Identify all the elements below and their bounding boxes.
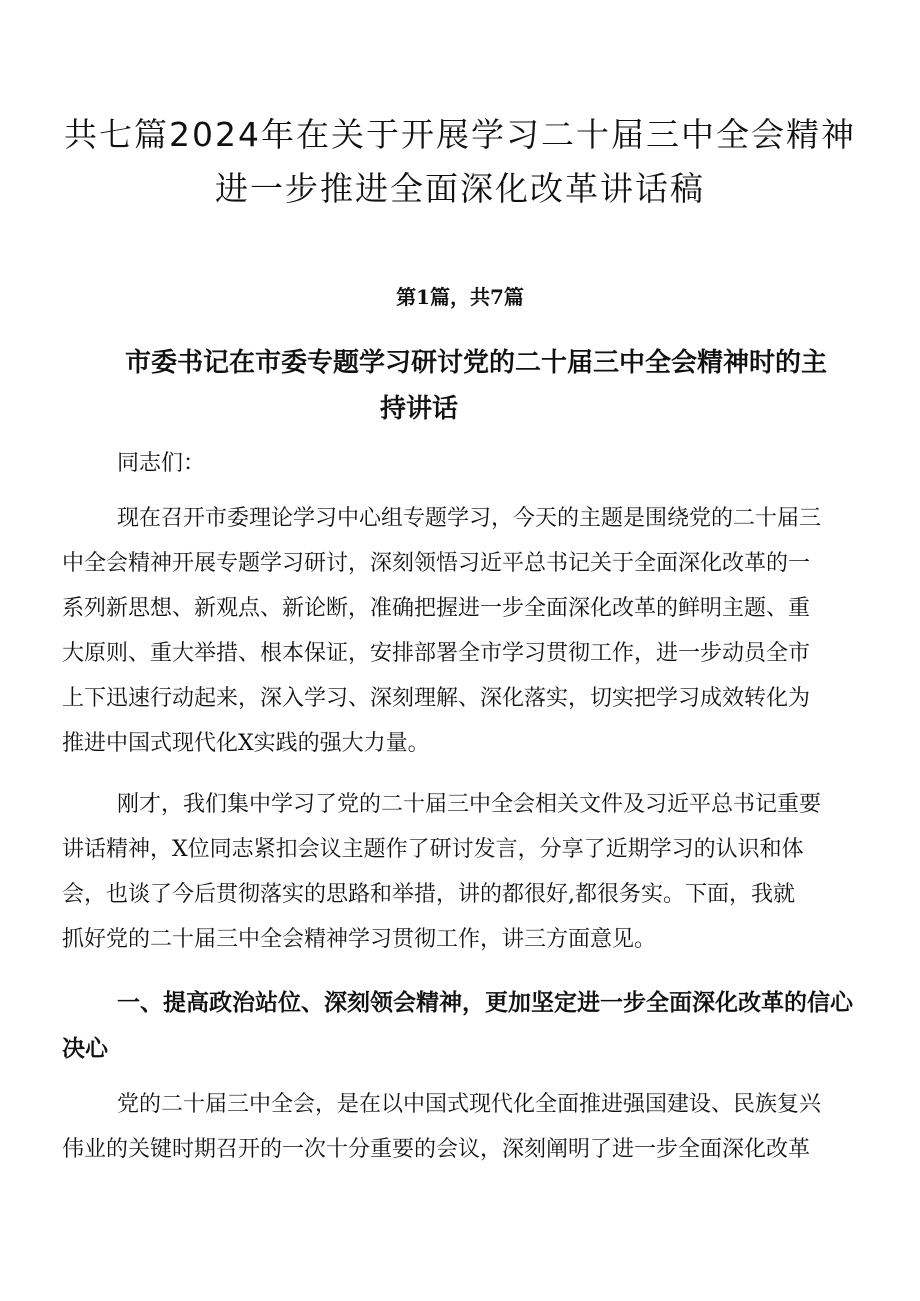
speech-title-line-1: 市委书记在市委专题学习研讨党的二十届三中全会精神时的主 xyxy=(125,348,828,378)
section-heading-line: 决心 xyxy=(62,1036,108,1062)
paragraph-line: 大原则、重大举措、根本保证，安排部署全市学习贯彻工作，进一步动员全市 xyxy=(62,641,811,666)
paragraph-line: 中全会精神开展专题学习研讨，深刻领悟习近平总书记关于全面深化改革的一 xyxy=(62,551,811,576)
paragraph-line: 刚才，我们集中学习了党的二十届三中全会相关文件及习近平总书记重要 xyxy=(117,792,822,817)
paragraph-line: 现在召开市委理论学习中心组专题学习，今天的主题是围绕党的二十届三 xyxy=(117,506,822,531)
speech-title xyxy=(125,340,845,432)
part-indicator: 第1篇，共7篇 xyxy=(396,285,524,309)
paragraph-1 xyxy=(62,496,862,766)
section-heading-line: 一、提高政治站位、深刻领会精神，更加坚定进一步全面深化改革的信心 xyxy=(117,990,853,1016)
paragraph-2 xyxy=(62,782,862,962)
paragraph-line: 讲话精神，X位同志紧扣会议主题作了研讨发言，分享了近期学习的认识和体 xyxy=(62,837,804,862)
paragraph-line: 抓好党的二十届三中全会精神学习贯彻工作，讲三方面意见。 xyxy=(62,927,657,952)
paragraph-3 xyxy=(62,1082,862,1172)
document-title xyxy=(60,108,860,216)
speech-title-line-2: 持讲话 xyxy=(380,394,459,424)
paragraph-line: 党的二十届三中全会，是在以中国式现代化全面推进强国建设、民族复兴 xyxy=(117,1092,822,1117)
salutation xyxy=(62,441,862,486)
paragraph-line: 伟业的关键时期召开的一次十分重要的会议，深刻阐明了进一步全面深化改革 xyxy=(62,1137,811,1162)
salutation-text: 同志们： xyxy=(117,451,206,476)
paragraph-line: 上下迅速行动起来，深入学习、深刻理解、深化落实，切实把学习成效转化为 xyxy=(62,686,811,711)
document-title-line-2: 进一步推进全面深化改革讲话稿 xyxy=(215,169,705,208)
paragraph-line: 会，也谈了今后贯彻落实的思路和举措，讲的都很好,都很务实。下面，我就 xyxy=(62,882,795,907)
document-title-line-1: 共七篇2024年在关于开展学习二十届三中全会精神 xyxy=(64,115,856,154)
paragraph-line: 推进中国式现代化X实践的强大力量。 xyxy=(62,731,430,756)
paragraph-line: 系列新思想、新观点、新论断，准确把握进一步全面深化改革的鲜明主题、重 xyxy=(62,596,811,621)
section-1-heading xyxy=(62,980,862,1072)
